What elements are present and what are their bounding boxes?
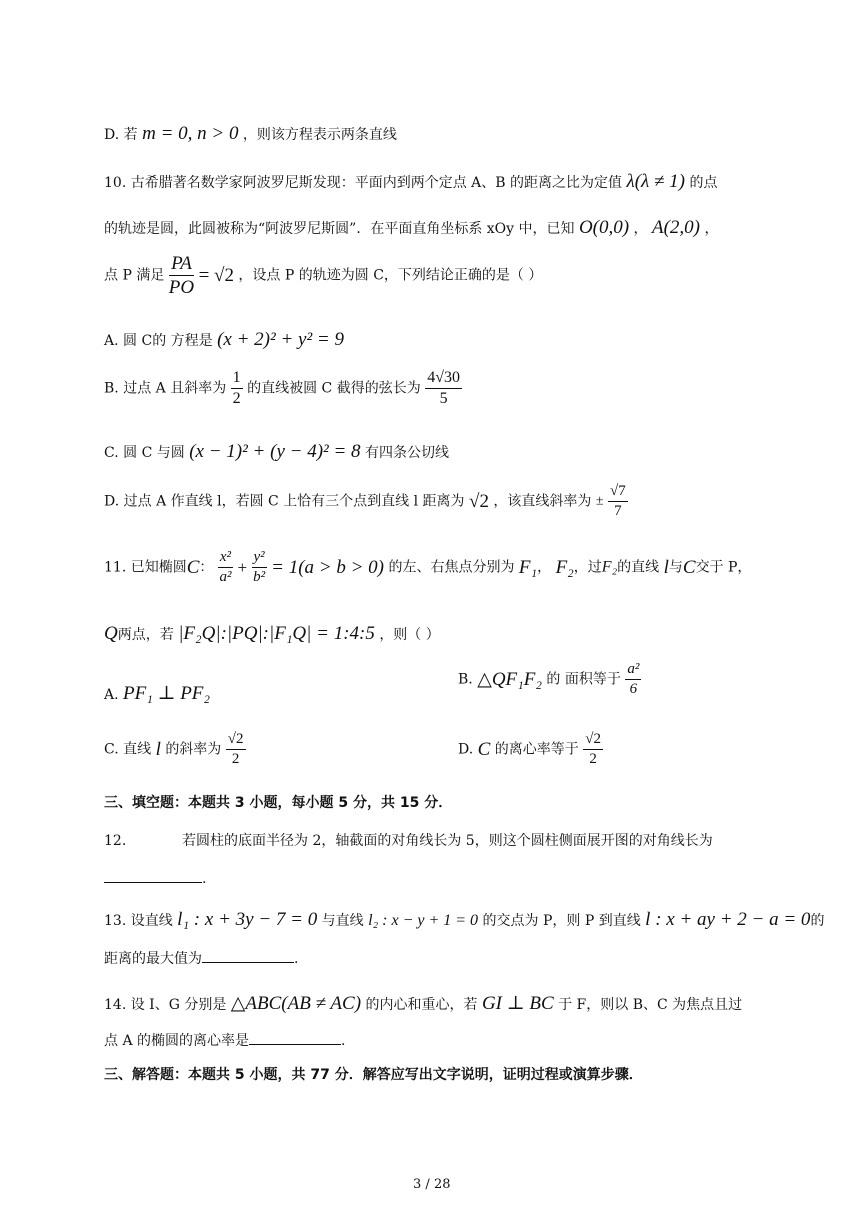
length-fraction — [425, 370, 462, 407]
area-fraction — [625, 662, 641, 697]
math-triangle: △ABC(AB ≠ AC) — [230, 993, 362, 1014]
math-expression: m = 0, n > 0 — [142, 123, 239, 144]
option-text: ，则该方程表示两条直线 — [242, 127, 397, 143]
question-text: 距离的最大值为 — [104, 951, 202, 967]
current-page: 3 — [413, 1177, 422, 1192]
focus-f2: F₂ — [555, 557, 574, 578]
fraction-denominator: 5 — [439, 390, 448, 407]
fraction-numerator: PA — [171, 253, 192, 274]
line-l1: l₁ : x + 3y − 7 = 0 — [177, 909, 318, 930]
q10-line2: 的轨迹是圆，此圆被称为“阿波罗尼斯圆”．在平面直角坐标系 xOy 中，已知 O(0,0) ， A(2,0) ， — [104, 217, 719, 238]
option-label: D. — [458, 741, 474, 758]
section-heading-fill-in: 三、填空题：本题共 3 小题，每小题 5 分，共 15 分． — [104, 795, 453, 811]
option-label: B. 过点 A 且斜率为 — [104, 380, 227, 397]
q12-line1 — [104, 834, 126, 848]
fraction-numerator: √7 — [608, 484, 628, 502]
option-text: 的离心率等于 — [494, 741, 579, 758]
question-text: 点 P 满足 — [104, 267, 165, 284]
option-label: D. 若 — [104, 127, 138, 143]
option-text: 的 方程是 — [152, 333, 213, 349]
page-number — [413, 1178, 451, 1191]
math-expression: (x − 1)² + (y − 4)² = 8 — [189, 441, 361, 462]
option-text: ，该直线斜率为 — [493, 493, 592, 510]
q12-line2 — [104, 870, 206, 886]
option-label: D. 过点 A 作直线 l，若圆 C 上恰有三个点到直线 l 距离为 — [104, 493, 465, 510]
fraction-denominator: PO — [168, 277, 195, 298]
option-text: 有四条公切线 — [365, 445, 449, 461]
option-label: A. — [104, 687, 119, 703]
q10-option-c — [104, 442, 449, 461]
question-number: 10. — [104, 175, 127, 191]
fraction-numerator: y² — [252, 550, 267, 568]
question-text: ，过 — [573, 559, 602, 576]
question-text-end: 的点 — [689, 175, 718, 191]
math-condition: GI ⊥ BC — [481, 993, 554, 1014]
q11-line2 — [104, 624, 440, 643]
equation-rhs: = 1(a > b > 0) — [271, 557, 384, 578]
option-text: 的直线被圆 C 截得的弦长为 — [247, 380, 421, 397]
q10-line1 — [104, 172, 717, 191]
total-pages: 28 — [433, 1177, 451, 1192]
q11-option-b — [458, 662, 641, 697]
fraction-numerator: 4√30 — [425, 370, 462, 389]
math-expression: (x + 2)² + y² = 9 — [217, 329, 344, 350]
fraction-denominator: 2 — [231, 751, 240, 767]
question-text: 的直线 — [617, 559, 660, 576]
math-point-a: A(2,0) — [652, 217, 701, 238]
question-text: 的交点为 P，则 P 到直线 — [482, 913, 641, 929]
question-text: 点 A 的椭圆的离心率是 — [104, 1033, 250, 1049]
math-expression: PF₁ ⊥ PF₂ — [123, 683, 211, 704]
fraction-numerator: a² — [625, 662, 641, 680]
option-label: C. 直线 — [104, 741, 152, 758]
question-number: 14. — [104, 997, 127, 1013]
option-label: B. — [458, 671, 473, 688]
q11-line1: 11. 已知椭圆C： $\frac{\text{x²}}{\text{a²}}$ + $\frac{\text{y²}}{\text{b²}}$ = 1(a > b > 0) 的左、右焦点分别为 F₁， F₂，过F₂的直线 l与C交于 P， — [104, 549, 752, 585]
question-text: 古希腊著名数学家阿波罗尼斯发现：平面内到两个定点 A、B 的距离之比为定值 — [130, 175, 623, 191]
question-text: 的轨迹是圆，此圆被称为“阿波罗尼斯圆”．在平面直角坐标系 xOy 中，已知 — [104, 221, 575, 237]
fraction-denominator: 2 — [589, 751, 597, 767]
option-label: C. 圆 C 与圆 — [104, 445, 185, 461]
ratio-fraction — [169, 254, 194, 297]
answer-blank[interactable] — [202, 950, 294, 963]
period: . — [341, 1033, 346, 1049]
fraction-denominator: 7 — [614, 503, 622, 519]
q13-line2 — [104, 950, 298, 966]
question-text: 设 I、G 分别是 — [130, 997, 227, 1013]
option-d-prev — [104, 124, 397, 143]
line-l: l — [663, 557, 669, 578]
fraction-numerator: √2 — [226, 732, 246, 750]
question-text: 已知椭圆 — [130, 559, 187, 576]
question-text: 与直线 — [321, 913, 364, 929]
option-text: 的斜率为 — [165, 741, 222, 758]
curve-c-ref: C — [682, 557, 696, 578]
question-number: 11. — [104, 559, 127, 576]
option-label: A. 圆 C — [104, 333, 153, 349]
q14-line1 — [104, 994, 742, 1013]
q12-text: 若圆柱的底面半径为 2，轴截面的对角线长为 5，则这个圆柱侧面展开图的对角线长为 — [182, 833, 713, 849]
focus-f1: F₁ — [518, 557, 538, 578]
slope-fraction — [226, 732, 246, 767]
fraction-numerator: x² — [218, 550, 233, 568]
q11-option-a — [104, 684, 210, 703]
plus-minus: ± — [595, 493, 604, 509]
q10-option-a — [104, 330, 344, 349]
question-number: 12. — [104, 833, 127, 849]
math-point-o: O(0,0) — [578, 217, 630, 238]
period: . — [294, 951, 299, 967]
line-l2: l₂ : x − y + 1 = 0 — [368, 912, 479, 929]
fraction-numerator: √2 — [583, 732, 603, 750]
line-l: l : x + ay + 2 − a = 0 — [645, 909, 811, 930]
fraction-denominator: a² — [219, 569, 232, 585]
answer-blank[interactable] — [104, 870, 202, 883]
eccentricity-fraction — [583, 732, 603, 767]
focus-f2-ref: F₂ — [601, 558, 618, 576]
q13-line1 — [104, 910, 824, 929]
q10-line3 — [104, 254, 542, 297]
q10-option-b — [104, 370, 462, 407]
question-text: 与 — [668, 559, 683, 576]
slope-fraction — [608, 484, 628, 519]
math-curve: C — [186, 557, 200, 578]
colon: ： — [199, 559, 214, 576]
fraction-denominator: 2 — [232, 390, 241, 407]
q11-option-c — [104, 732, 246, 767]
x-term-fraction — [218, 550, 233, 585]
question-text: 交于 P， — [695, 559, 752, 576]
fraction-denominator: b² — [253, 569, 266, 585]
slope-fraction — [231, 370, 243, 407]
math-ratio: |F₂Q|:|PQ|:|F₁Q| = 1:4:5 — [178, 623, 375, 644]
question-text: ，设点 P 的轨迹为圆 C，下列结论正确的是（ ） — [238, 267, 543, 284]
line-l: l — [155, 739, 161, 760]
fraction-numerator: 1 — [231, 370, 243, 389]
question-text: 设直线 — [130, 913, 173, 929]
option-text: 的 面积等于 — [546, 671, 621, 688]
question-text: 的左、右焦点分别为 — [388, 559, 515, 576]
period: . — [202, 871, 207, 887]
math-lambda: λ(λ ≠ 1) — [626, 171, 686, 192]
y-term-fraction — [252, 550, 267, 585]
question-number: 13. — [104, 913, 127, 929]
math-triangle: △QF₁F₂ — [477, 669, 542, 690]
page-separator: / — [425, 1177, 430, 1192]
section-heading-solutions: 三、解答题：本题共 5 小题，共 77 分．解答应写出文字说明，证明过程或演算步骤． — [104, 1067, 643, 1083]
math-sqrt: √2 — [469, 491, 489, 512]
answer-blank[interactable] — [249, 1032, 341, 1045]
q10-option-d — [104, 484, 628, 519]
point-q: Q — [104, 623, 118, 644]
question-text: 两点，若 — [117, 627, 174, 643]
question-text: 于 F，则以 B、C 为焦点且过 — [558, 997, 743, 1013]
ratio-rhs: = √2 — [198, 265, 234, 286]
question-text: ，则（ ） — [379, 627, 440, 643]
question-text: 的内心和重心，若 — [365, 997, 478, 1013]
q14-line2 — [104, 1032, 345, 1048]
fraction-denominator: 6 — [629, 681, 638, 697]
q11-option-d — [458, 732, 603, 767]
question-text: 的 — [810, 913, 825, 929]
curve-c: C — [477, 739, 491, 760]
